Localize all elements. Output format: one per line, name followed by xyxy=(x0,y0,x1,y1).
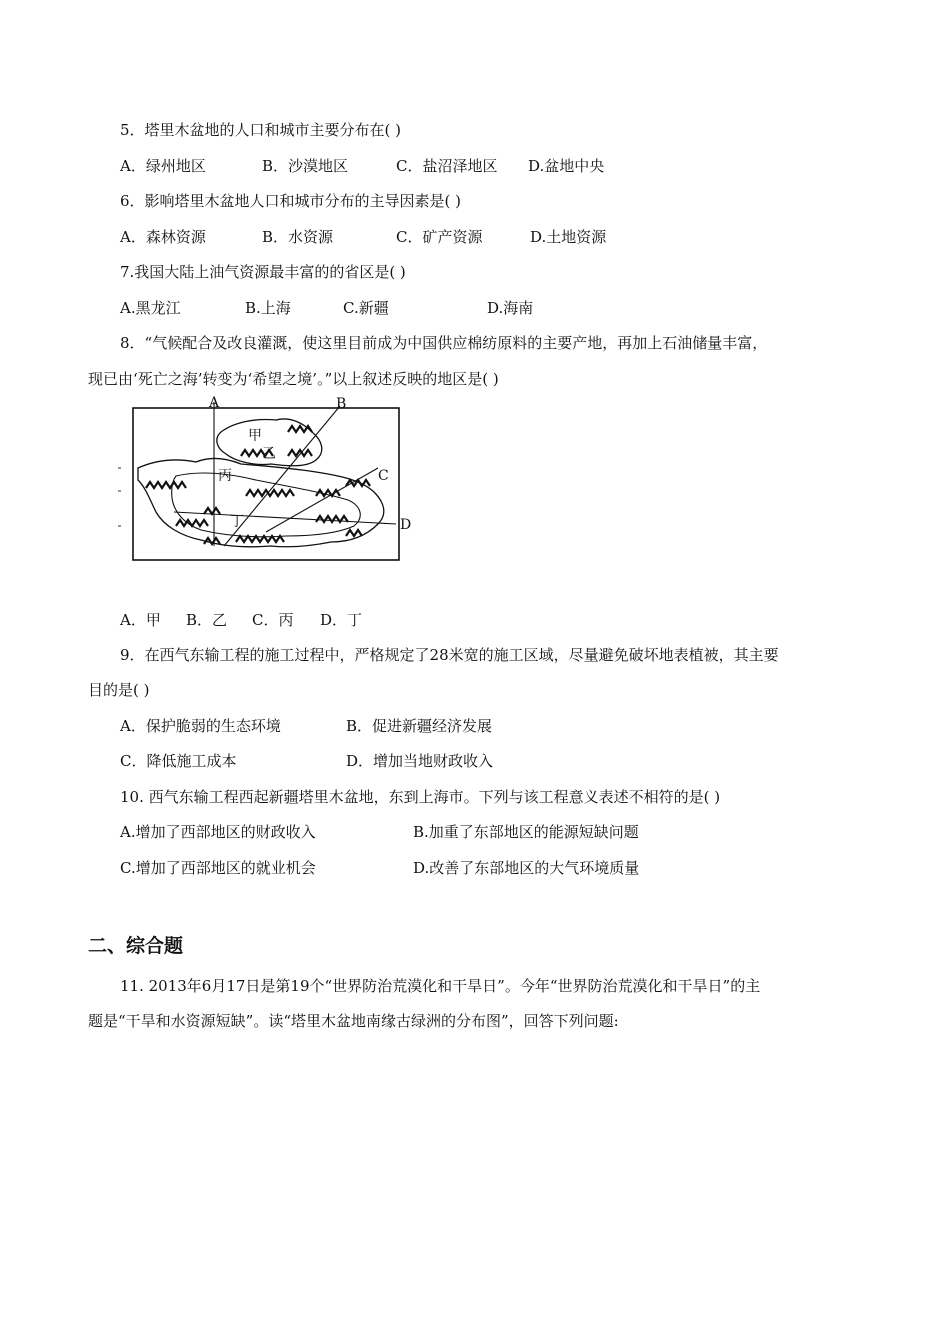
q5-option-c: C．盐沼泽地区 xyxy=(396,157,498,175)
q8-stem-line1: 8．“气候配合及改良灌溉，使这里目前成为中国供应棉纺原料的主要产地，再加上石油储量丰富， xyxy=(120,334,768,352)
q8-option-c: C．丙 xyxy=(252,611,294,629)
q5-option-b: B．沙漠地区 xyxy=(262,157,349,175)
q5-option-d: D.盆地中央 xyxy=(528,157,605,175)
map-label-jia: 甲 xyxy=(248,428,262,444)
q6-option-c: C．矿产资源 xyxy=(396,228,483,246)
q9-option-c: C．降低施工成本 xyxy=(120,752,237,770)
q6-option-b: B．水资源 xyxy=(262,228,334,246)
q5-stem: 5．塔里木盆地的人口和城市主要分布在( ) xyxy=(120,121,402,139)
q8-option-d: D．丁 xyxy=(320,611,363,629)
q6-option-d: D.土地资源 xyxy=(530,228,607,246)
q6-stem: 6．影响塔里木盆地人口和城市分布的主导因素是( ) xyxy=(120,192,462,210)
map-label-bing: 丙 xyxy=(218,468,232,484)
q9-option-b: B．促进新疆经济发展 xyxy=(346,717,493,735)
q10-option-d: D.改善了东部地区的大气环境质量 xyxy=(413,859,640,877)
map-label-b: B xyxy=(336,396,347,412)
q10-option-c: C.增加了西部地区的就业机会 xyxy=(120,859,316,877)
map-label-ding: 丁 xyxy=(230,514,244,530)
q8-option-a: A．甲 xyxy=(120,611,161,629)
q8-option-b: B．乙 xyxy=(186,611,228,629)
q7-option-d: D.海南 xyxy=(487,299,534,317)
map-label-yi: 乙 xyxy=(262,446,276,462)
q10-option-b: B.加重了东部地区的能源短缺问题 xyxy=(413,823,639,841)
q9-stem-line2: 目的是( ) xyxy=(88,681,150,699)
q10-option-a: A.增加了西部地区的财政收入 xyxy=(120,823,316,841)
q7-option-c: C.新疆 xyxy=(343,299,389,317)
q11-stem-line2: 题是“干旱和水资源短缺”。读“塔里木盆地南缘古绿洲的分布图”，回答下列问题: xyxy=(88,1012,619,1030)
q8-stem-line2: 现已由‘死亡之海’转变为‘希望之境’。”以上叙述反映的地区是( ) xyxy=(88,370,499,388)
q7-option-a: A.黑龙江 xyxy=(120,299,181,317)
q9-stem-line1: 9．在西气东输工程的施工过程中，严格规定了28米宽的施工区域，尽量避免破坏地表植被，其主要 xyxy=(120,646,779,664)
q9-option-d: D．增加当地财政收入 xyxy=(346,752,494,770)
map-label-c: C xyxy=(378,468,389,484)
map-label-d: D xyxy=(400,517,412,533)
q10-stem: 10. 西气东输工程西起新疆塔里木盆地，东到上海市。下列与该工程意义表述不相符的是( ) xyxy=(120,788,721,806)
q11-stem-line1: 11. 2013年6月17日是第19个“世界防治荒漠化和干旱日”。今年“世界防治荒漠化和干旱日”的主 xyxy=(120,977,761,995)
line-d xyxy=(174,512,396,524)
q7-stem: 7.我国大陆上油气资源最丰富的的省区是( ) xyxy=(120,263,406,281)
q5-option-a: A．绿州地区 xyxy=(120,157,206,175)
section-2-heading: 二、综合题 xyxy=(88,935,184,957)
q7-option-b: B.上海 xyxy=(245,299,291,317)
tarim-basin-map xyxy=(116,396,416,564)
map-label-a: A xyxy=(209,396,220,411)
q9-option-a: A．保护脆弱的生态环境 xyxy=(120,717,281,735)
q6-option-a: A．森林资源 xyxy=(120,228,206,246)
